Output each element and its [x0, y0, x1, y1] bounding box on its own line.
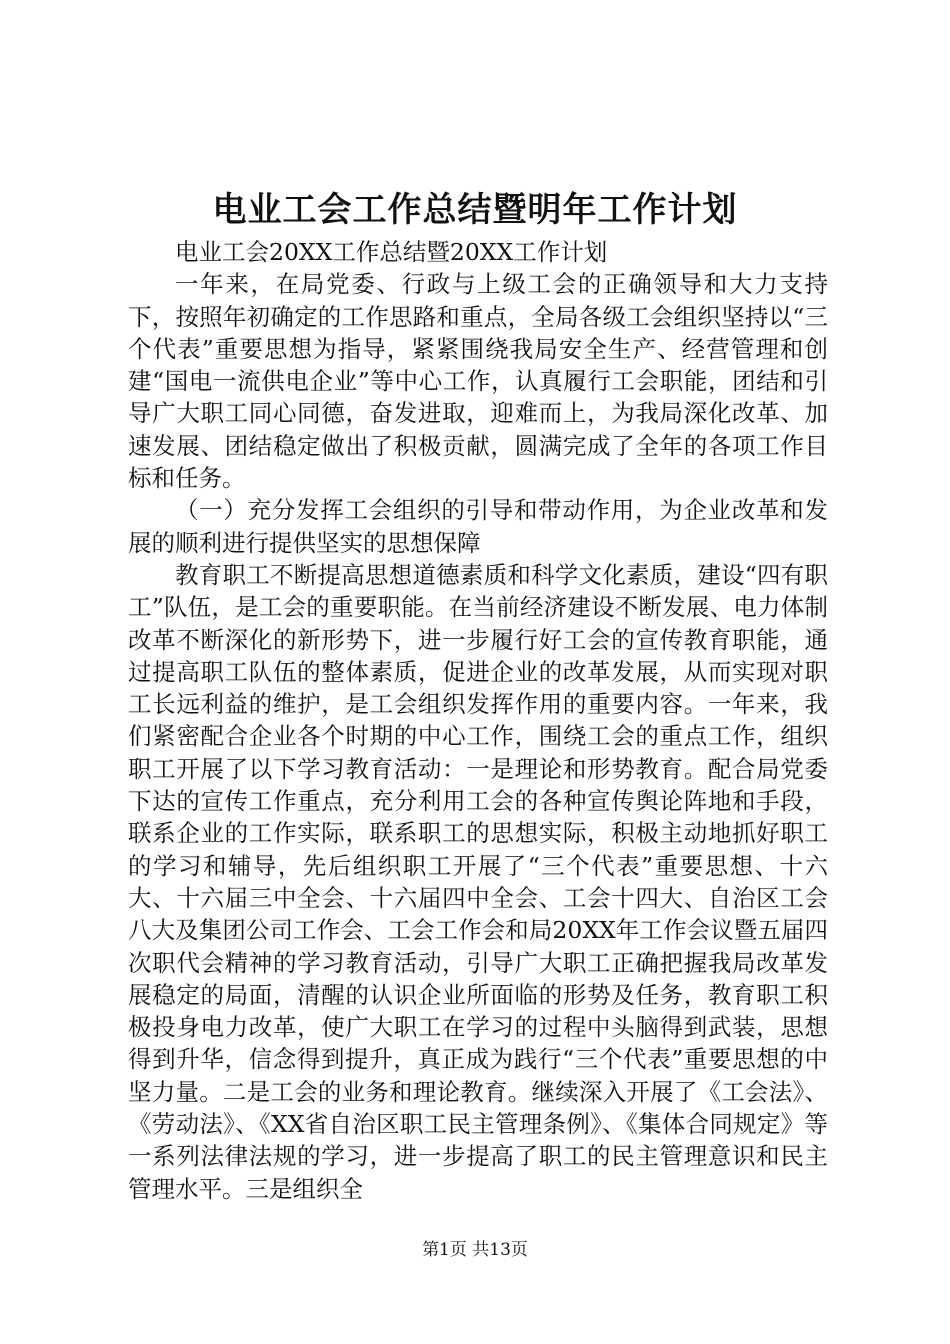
- subtitle-paragraph: 电业工会20XX工作总结暨20XX工作计划: [175, 238, 608, 266]
- body-paragraph: 一年来，在局党委、行政与上级工会的正确领导和大力支持下，按照年初确定的工作思路和重点，全局各级工会组织坚持以“三个代表”重要思想为指导，紧紧围绕我局安全生产、经营管理和创建“国电一流供电企业”等中心工作，认真履行工会职能，团结和引导广大职工同心同德，奋发进取，迎难而上，为我局深化改革、加速发展、团结稳定做出了积极贡献，圆满完成了全年的各项工作目标和任务。: [128, 270, 828, 493]
- document-body: [128, 236, 828, 1205]
- document-title: 电业工会工作总结暨明年工作计划: [212, 190, 738, 230]
- page-number: 第1页 共13页: [422, 1240, 528, 1260]
- section-heading: （一）充分发挥工会组织的引导和带动作用，为企业改革和发展的顺利进行提供坚实的思想保障: [128, 496, 828, 557]
- body-paragraph: 教育职工不断提高思想道德素质和科学文化素质，建设“四有职工”队伍，是工会的重要职能。在当前经济建设不断发展、电力体制改革不断深化的新形势下，进一步履行好工会的宣传教育职能，通过提高职工队伍的整体素质，促进企业的改革发展，从而实现对职工长远利益的维护，是工会组织发挥作用的重要内容。一年来，我们紧密配合企业各个时期的中心工作，围绕工会的重点工作，组织职工开展了以下学习教育活动：一是理论和形势教育。配合局党委下达的宣传工作重点，充分利用工会的各种宣传舆论阵地和手段，联系企业的工作实际，联系职工的思想实际，积极主动地抓好职工的学习和辅导，先后组织职工开展了“三个代表”重要思想、十六大、十六届三中全会、十六届四中全会、工会十四大、自治区工会八大及集团公司工作会、工会工作会和局20XX年工作会议暨五届四次职代会精神的学习教育活动，引导广大职工正确把握我局改革发展稳定的局面，清醒的认识企业所面临的形势及任务，教育职工积极投身电力改革，使广大职工在学习的过程中头脑得到武装，思想得到升华，信念得到提升，真正成为践行“三个代表”重要思想的中坚力量。二是工会的业务和理论教育。继续深入开展了《工会法》、《劳动法》、《XX省自治区职工民主管理条例》、《集体合同规定》等一系列法律法规的学习，进一步提高了职工的民主管理意识和民主管理水平。三是组织全: [128, 560, 828, 1203]
